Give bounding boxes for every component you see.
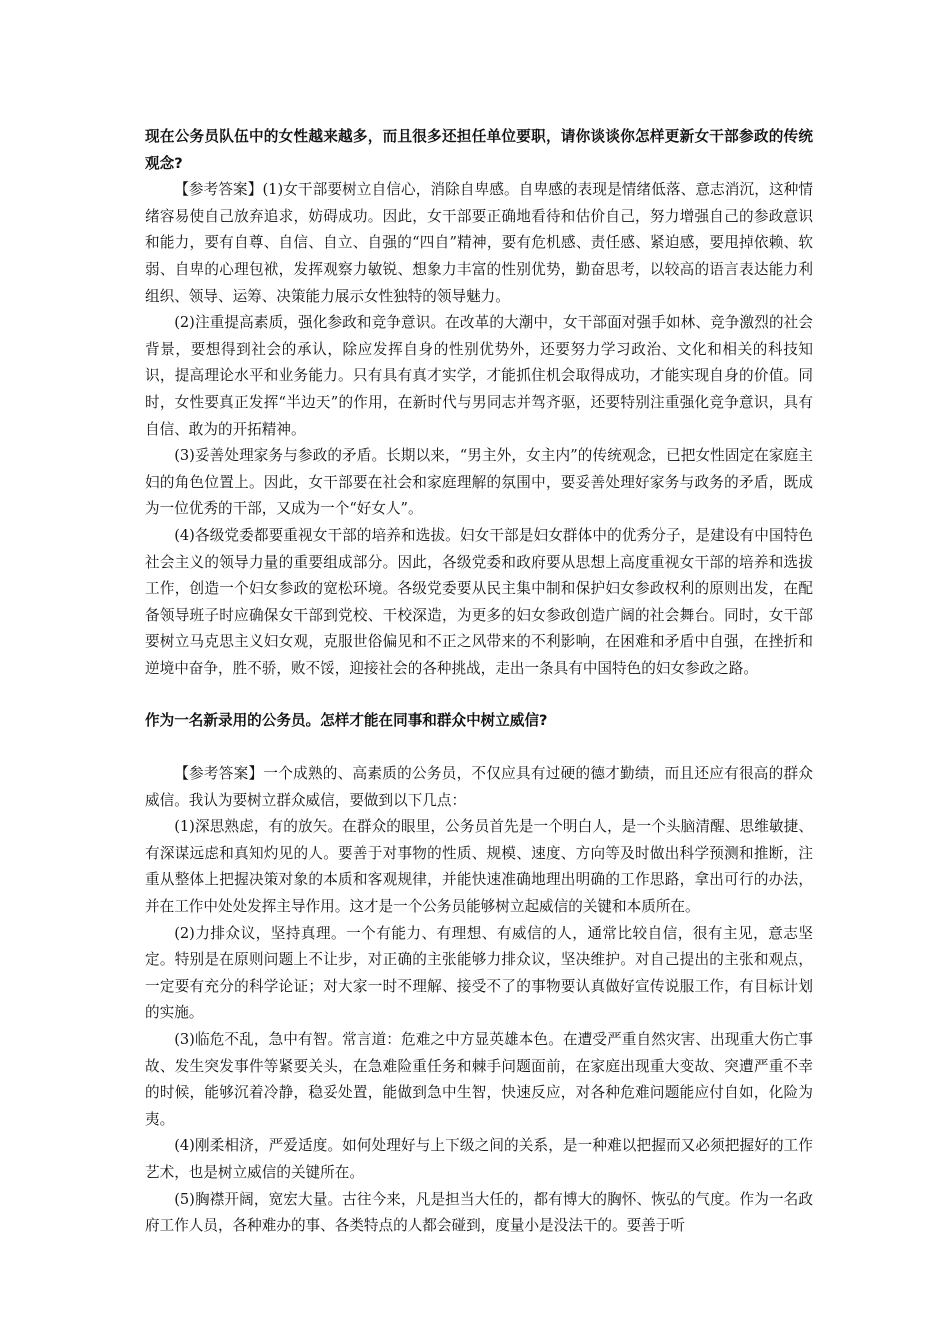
answer-paragraph: (3)临危不乱，急中有智。常言道：危难之中方显英雄本色。在遭受严重自然灾害、出现重大伤亡事故、发生突发事件等紧要关头，在急难险重任务和棘手问题面前，在家庭出现重大变故、突遭严重不幸的时候，能够沉着冷静，稳妥处置，能做到急中生智，快速反应，对各种危难问题能应付自如，化险为夷。 (145, 1031, 813, 1128)
document-page (145, 124, 813, 1240)
section-spacer (145, 682, 813, 708)
answer-paragraph: (2)力排众议，坚持真理。一个有能力、有理想、有威信的人，通常比较自信，很有主见，意志坚定。特别是在原则问题上不让步，对正确的主张能够力排众议，坚决维护。对自己提出的主张和观点，一定要有充分的科学论证；对大家一时不理解、接受不了的事物要认真做好宣传说服工作，有目标计划的实施。 (145, 924, 813, 1022)
answer-paragraph: (3)妥善处理家务与参政的矛盾。长期以来，“男主外，女主内”的传统观念，已把女性固定在家庭主妇的角色位置上。因此，女干部要在社会和家庭理解的氛围中，要妥善处理好家务与政务的矛盾，既成为一位优秀的干部，又成为一个“好女人”。 (145, 447, 813, 518)
answer-paragraph: (4)各级党委都要重视女干部的培养和选拔。妇女干部是妇女群体中的优秀分子，是建设有中国特色社会主义的领导力量的重要组成部分。因此，各级党委和政府要从思想上高度重视女干部的培养和选拔工作，创造一个妇女参政的宽松环境。各级党委要从民主集中制和保护妇女参政权利的原则出发，在配备领导班子时应确保女干部到党校、干校深造，为更多的妇女参政创造广阔的社会舞台。同时，女干部要树立马克思主义妇女观，克服世俗偏见和不正之风带来的不利影响，在困难和矛盾中自强，在挫折和逆境中奋争，胜不骄，败不馁，迎接社会的各种挑战，走出一条具有中国特色的妇女参政之路。 (145, 526, 813, 677)
question-heading-2: 作为一名新录用的公务员。怎样才能在同事和群众中树立威信? (145, 712, 548, 730)
answer-paragraph: (1)深思熟虑，有的放矢。在群众的眼里，公务员首先是一个明白人，是一个头脑清醒、思维敏捷、有深谋远虑和真知灼见的人。要善于对事物的性质、规模、速度、方向等及时做出科学预测和推断，注重从整体上把握决策对象的本质和客观规律，并能快速准确地理出明确的工作思路，拿出可行的办法，并在工作中处处发挥主导作用。这才是一个公务员能够树立起威信的关键和本质所在。 (145, 818, 813, 916)
section-spacer (145, 735, 813, 761)
answer-paragraph: (5)胸襟开阔，宽宏大量。古往今来，凡是担当大任的，都有博大的胸怀、恢弘的气度。作为一名政府工作人员，各种难办的事、各类特点的人都会碰到，度量小是没法干的。要善于听 (145, 1190, 813, 1235)
question-heading-1: 现在公务员队伍中的女性越来越多，而且很多还担任单位要职，请你谈谈你怎样更新女干部参政的传统观念? (145, 128, 813, 172)
answer-paragraph: 【参考答案】一个成熟的、高素质的公务员，不仅应具有过硬的德才勤绩，而且还应有很高的群众威信。我认为要树立群众威信，要做到以下几点： (145, 765, 813, 809)
answer-paragraph: (2)注重提高素质，强化参政和竞争意识。在改革的大潮中，女干部面对强手如林、竞争激烈的社会背景，要想得到社会的承认，除应发挥自身的性别优势外，还要努力学习政治、文化和相关的科技知识，提高理论水平和业务能力。只有具有真才实学，才能抓住机会取得成功，才能实现自身的价值。同时，女性要真正发挥“半边天”的作用，在新时代与男同志并驾齐驱，还要特别注重强化竞争意识，具有自信、敢为的开拓精神。 (145, 314, 813, 438)
answer-paragraph: (4)刚柔相济，严爱适度。如何处理好与上下级之间的关系，是一种难以把握而又必须把握好的工作艺术，也是树立威信的关键所在。 (145, 1137, 813, 1181)
answer-paragraph: 【参考答案】(1)女干部要树立自信心，消除自卑感。自卑感的表现是情绪低落、意志消沉，这种情绪容易使自己放弃追求，妨碍成功。因此，女干部要正确地看待和估价自己，努力增强自己的参政意识和能力，要有自尊、自信、自立、自强的“四自”精神，要有危机感、责任感、紧迫感，要甩掉依赖、软弱、自卑的心理包袱，发挥观察力敏锐、想象力丰富的性别优势，勤奋思考，以较高的语言表达能力利组织、领导、运筹、决策能力展示女性独特的领导魅力。 (145, 181, 813, 305)
